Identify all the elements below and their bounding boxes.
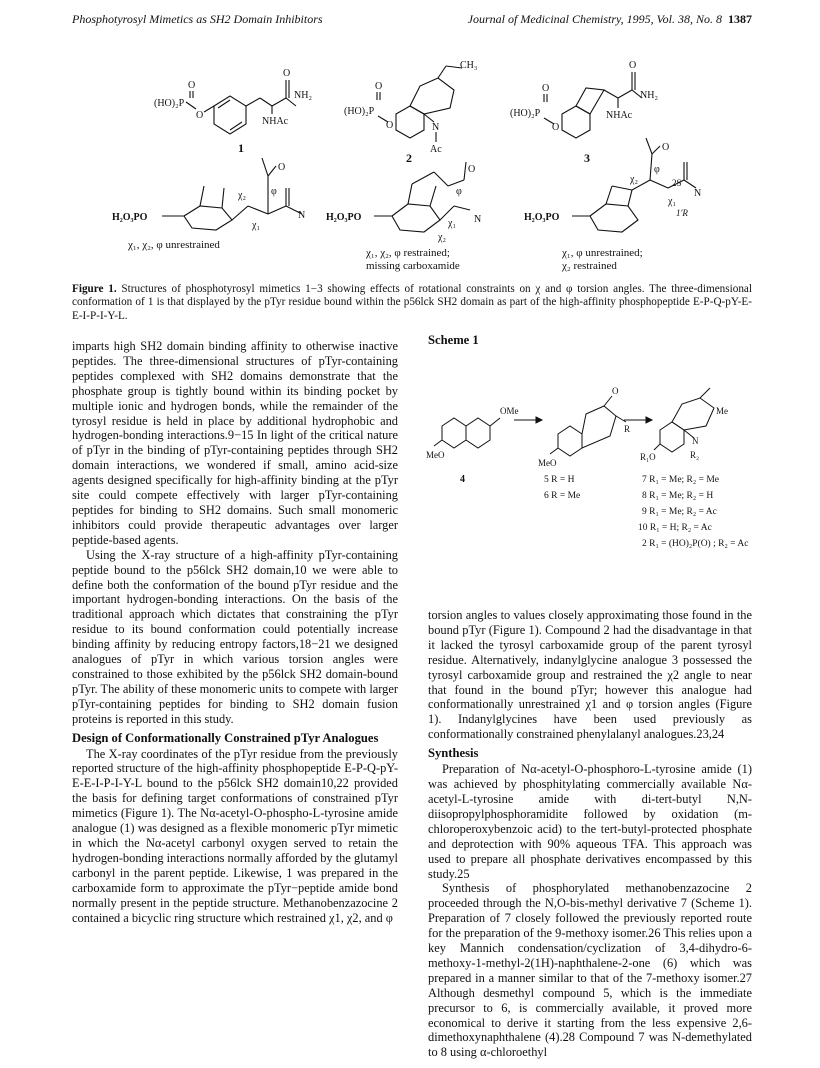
scheme-item: 7 R₁ = Me; R₂ = Me bbox=[642, 475, 719, 485]
chem-label: N bbox=[432, 122, 440, 133]
scheme-compound-4 bbox=[426, 406, 519, 485]
chem-label: χ₁ bbox=[252, 220, 260, 231]
structure-2 bbox=[344, 60, 477, 165]
chem-label: NH₂ bbox=[294, 90, 312, 101]
conformation-label: χ₁, φ unrestrained; bbox=[562, 247, 643, 259]
paragraph: Using the X-ray structure of a high-affinity pTyr-containing peptide bound to the p56lck SH2 domain,10 we were able to define both the conformation of the bound pTyr residue and the important hydrogen-bonding interactions. On the basis of the traditional approach which dictates that constraining the pTyr residue to its bound conformation could potentially increase binding affinity by reducing entropy factors,18−21 we designed analogues of pTyr in which various torsion angles were constrained to those exhibited by the p56lck SH2 domain-bound pTyr. The ability of these monomeric units to compete with larger pTyr-containing peptides for binding to SH2 domain fusion proteins is reported in this study. bbox=[72, 547, 398, 726]
chem-label: 2S bbox=[672, 178, 682, 188]
chem-label: χ₂ bbox=[238, 190, 246, 201]
chem-label: H₂O₃PO bbox=[326, 212, 362, 223]
figure-caption bbox=[72, 283, 752, 323]
compound-number: 4 bbox=[460, 474, 465, 485]
chem-label: N bbox=[298, 210, 306, 221]
chem-label: N bbox=[692, 436, 699, 446]
conformation-label: missing carboxamide bbox=[366, 260, 460, 272]
compound-number: 2 bbox=[406, 151, 412, 165]
compound-number: 1 bbox=[238, 141, 244, 155]
figure-1 bbox=[72, 36, 752, 276]
chem-label: R₂ bbox=[690, 450, 700, 460]
scheme-1 bbox=[428, 352, 752, 602]
chem-label: φ bbox=[271, 186, 277, 197]
page-number: 1387 bbox=[728, 12, 752, 26]
scheme-item: 10 R₁ = H; R₂ = Ac bbox=[638, 523, 712, 533]
compound-number: 3 bbox=[584, 151, 590, 165]
chem-label: Ac bbox=[430, 144, 442, 155]
chem-label: MeO bbox=[538, 458, 557, 468]
structure-3 bbox=[510, 60, 658, 165]
conformation-label: χ₂ restrained bbox=[562, 260, 617, 272]
chem-label: H₂O₃PO bbox=[524, 212, 560, 223]
chem-label: (HO)₂P bbox=[344, 106, 375, 117]
paragraph: The X-ray coordinates of the pTyr residue from the previously reported structure of the high-affinity phosphopeptide E-P-Q-pY-E-E-I-P-I-Y-L bound to the p56lck SH2 domain10,22 provided the basis for defining target conformations of constrained pTyr mimetics (Figure 1). The Nα-acetyl-O-phospho-L-tyrosine amide analogue (1) was designed as a flexible monomeric pTyr mimetic in which the Nα-acetyl carbonyl oxygen served to retain the hydrogen-bonding interactions normally afforded by the glutamyl carbonyl in the parent peptide. Likewise, 1 was prepared in the carboxamide form to approximate the pTyr−peptide amide bond normally present in the peptide structure. Methanobenzazocine 2 contained a bicyclic ring structure which restrained χ1, χ2, and φ bbox=[72, 746, 398, 925]
chem-label: O bbox=[542, 83, 550, 94]
chem-label: MeO bbox=[426, 450, 445, 460]
conformation-1 bbox=[112, 158, 305, 251]
chem-label: χ₁ bbox=[448, 218, 456, 229]
chem-label: CH₃ bbox=[460, 60, 478, 71]
chem-label: O bbox=[188, 80, 196, 91]
chem-label: O bbox=[612, 386, 619, 396]
chem-label: N bbox=[694, 188, 702, 199]
scheme-item: 9 R₁ = Me; R₂ = Ac bbox=[642, 507, 717, 517]
chem-label: φ bbox=[654, 164, 660, 175]
chem-label: NHAc bbox=[262, 116, 289, 127]
chem-label: (HO)₂P bbox=[154, 98, 185, 109]
chem-label: OMe bbox=[500, 406, 519, 416]
scheme-item: 2 R₁ = (HO)₂P(O) ; R₂ = Ac bbox=[642, 539, 749, 549]
chem-label: 1'R bbox=[676, 208, 688, 218]
structure-1 bbox=[154, 68, 312, 155]
section-heading: Synthesis bbox=[428, 746, 479, 761]
chem-label: O bbox=[468, 164, 476, 175]
chem-label: O bbox=[662, 142, 670, 153]
caption-label: Figure 1. bbox=[72, 283, 117, 295]
conformation-3 bbox=[524, 138, 701, 272]
chem-label: O bbox=[278, 162, 286, 173]
scheme-title: Scheme 1 bbox=[428, 333, 479, 347]
scheme-item: 8 R₁ = Me; R₂ = H bbox=[642, 491, 714, 501]
chem-label: N bbox=[474, 214, 482, 225]
running-title: Phosphotyrosyl Mimetics as SH2 Domain Inhibitors bbox=[72, 12, 323, 26]
conformation-label: χ₁, χ₂, φ unrestrained bbox=[128, 239, 220, 251]
chem-label: (HO)₂P bbox=[510, 108, 541, 119]
chem-label: Me bbox=[716, 406, 728, 416]
conformation-2 bbox=[326, 162, 481, 272]
right-column bbox=[428, 608, 752, 1060]
chem-label: O bbox=[552, 122, 560, 133]
chem-label: χ₂ bbox=[630, 174, 638, 185]
chem-label: χ₁ bbox=[668, 196, 676, 207]
left-column bbox=[72, 339, 398, 925]
section-heading: Design of Conformationally Constrained pTyr Analogues bbox=[72, 730, 379, 745]
paragraph: torsion angles to values closely approximating those found in the bound pTyr (Figure 1). Compound 2 had the disadvantage in that it lacked the tyrosyl carboxamide group of the parent tyrosyl residue. Alternatively, indanylglycine analogue 3 possessed the tyrosyl carboxamide group and restrained the χ2 angle to near that found in the bound pTyr; however this analogue had conformationally unrestrained χ1 and φ torsion angles (Figure 1). Indanylglycines have been used previously as conformationally constrained phenylalanyl analogues.23,24 bbox=[428, 608, 752, 742]
chem-label: NHAc bbox=[606, 110, 633, 121]
scheme-compound-7-10 bbox=[638, 388, 748, 549]
caption-text: Structures of phosphotyrosyl mimetics 1−3 showing effects of rotational constraints on χ and φ torsion angles. The three-dimensional conformation of 1 is that displayed by the pTyr residue bound within the p56lck SH2 domain as part of the high-affinity phosphopeptide E-P-Q-pY-E-E-I-P-I-Y-L. bbox=[72, 283, 752, 322]
chem-label: NH₂ bbox=[640, 90, 658, 101]
scheme-item: 6 R = Me bbox=[544, 491, 581, 501]
journal-citation bbox=[468, 12, 752, 27]
chem-label: R bbox=[624, 424, 631, 434]
chem-label: O bbox=[283, 68, 291, 79]
journal-name: Journal of Medicinal Chemistry, 1995, Vol. 38, No. 8 bbox=[467, 12, 722, 26]
paragraph: Preparation of Nα-acetyl-O-phosphoro-L-tyrosine amide (1) was achieved by phosphitylating commercially available Nα-acetyl-L-tyrosine amide with di-tert-butyl N,N-diisopropylphosphoramidite followed by oxidation (m-chloroperoxybenzoic acid) to the tert-butyl-protected phosphate and deprotection with 90% aqueous TFA. This approach was used to prepare all phosphate derivatives encompassed by this study.25 bbox=[428, 762, 752, 881]
chem-label: φ bbox=[456, 186, 462, 197]
chem-label: R₁O bbox=[640, 452, 656, 462]
chem-label: O bbox=[375, 81, 383, 92]
conformation-label: χ₁, χ₂, φ restrained; bbox=[366, 247, 450, 259]
scheme-compound-5-6 bbox=[538, 386, 630, 501]
scheme-item: 5 R = H bbox=[544, 475, 575, 485]
paragraph: Synthesis of phosphorylated methanobenzazocine 2 proceeded through the N,O-bis-methyl derivative 7 (Scheme 1). Preparation of 7 closely followed the previously reported route for the preparation of the 9-methoxy isomer.26 This relies upon a key Mannich condensation/cyclization of 3,4-dihydro-6-methoxy-1-methyl-2(1H)-naphthalene-2-one (6) which was prepared in a manner similar to that of the 7-methoxy isomer.27 Although desmethyl compound 5, which is the immediate precursor to 6, is commercially available, it proved more economical to derive it starting from the less expensive 2,6-dimethoxynaphthalene (4).28 Compound 7 was N-demethylated to 8 using α-chloroethyl bbox=[428, 881, 752, 1060]
chem-label: H₂O₃PO bbox=[112, 212, 148, 223]
chem-label: O bbox=[629, 60, 637, 71]
chem-label: O bbox=[196, 110, 204, 121]
chem-label: O bbox=[386, 120, 394, 131]
chem-label: χ₂ bbox=[438, 232, 446, 243]
paragraph: imparts high SH2 domain binding affinity to otherwise inactive peptides. The three-dimensional structures of pTyr-containing peptides complexed with SH2 domains demonstrate that the phosphate group is tightly bound within its binding pocket by multiple ionic and hydrogen bonds, while the remainder of the tyrosyl residue is held in place by additional hydrophobic and hydrogen-bonding interactions.9−15 In light of the critical nature of pTyr in the binding of pTyr-containing peptides through SH2 domain interactions, we wondered if small, amino acid-size agents designed specifically for high-affinity binding at the pTyr site could compete effectively with larger pTyr-containing peptides for binding to SH2 domains. Such small monomeric inhibitors could provide therapeutic advantages over larger peptide-based agents. bbox=[72, 339, 398, 547]
